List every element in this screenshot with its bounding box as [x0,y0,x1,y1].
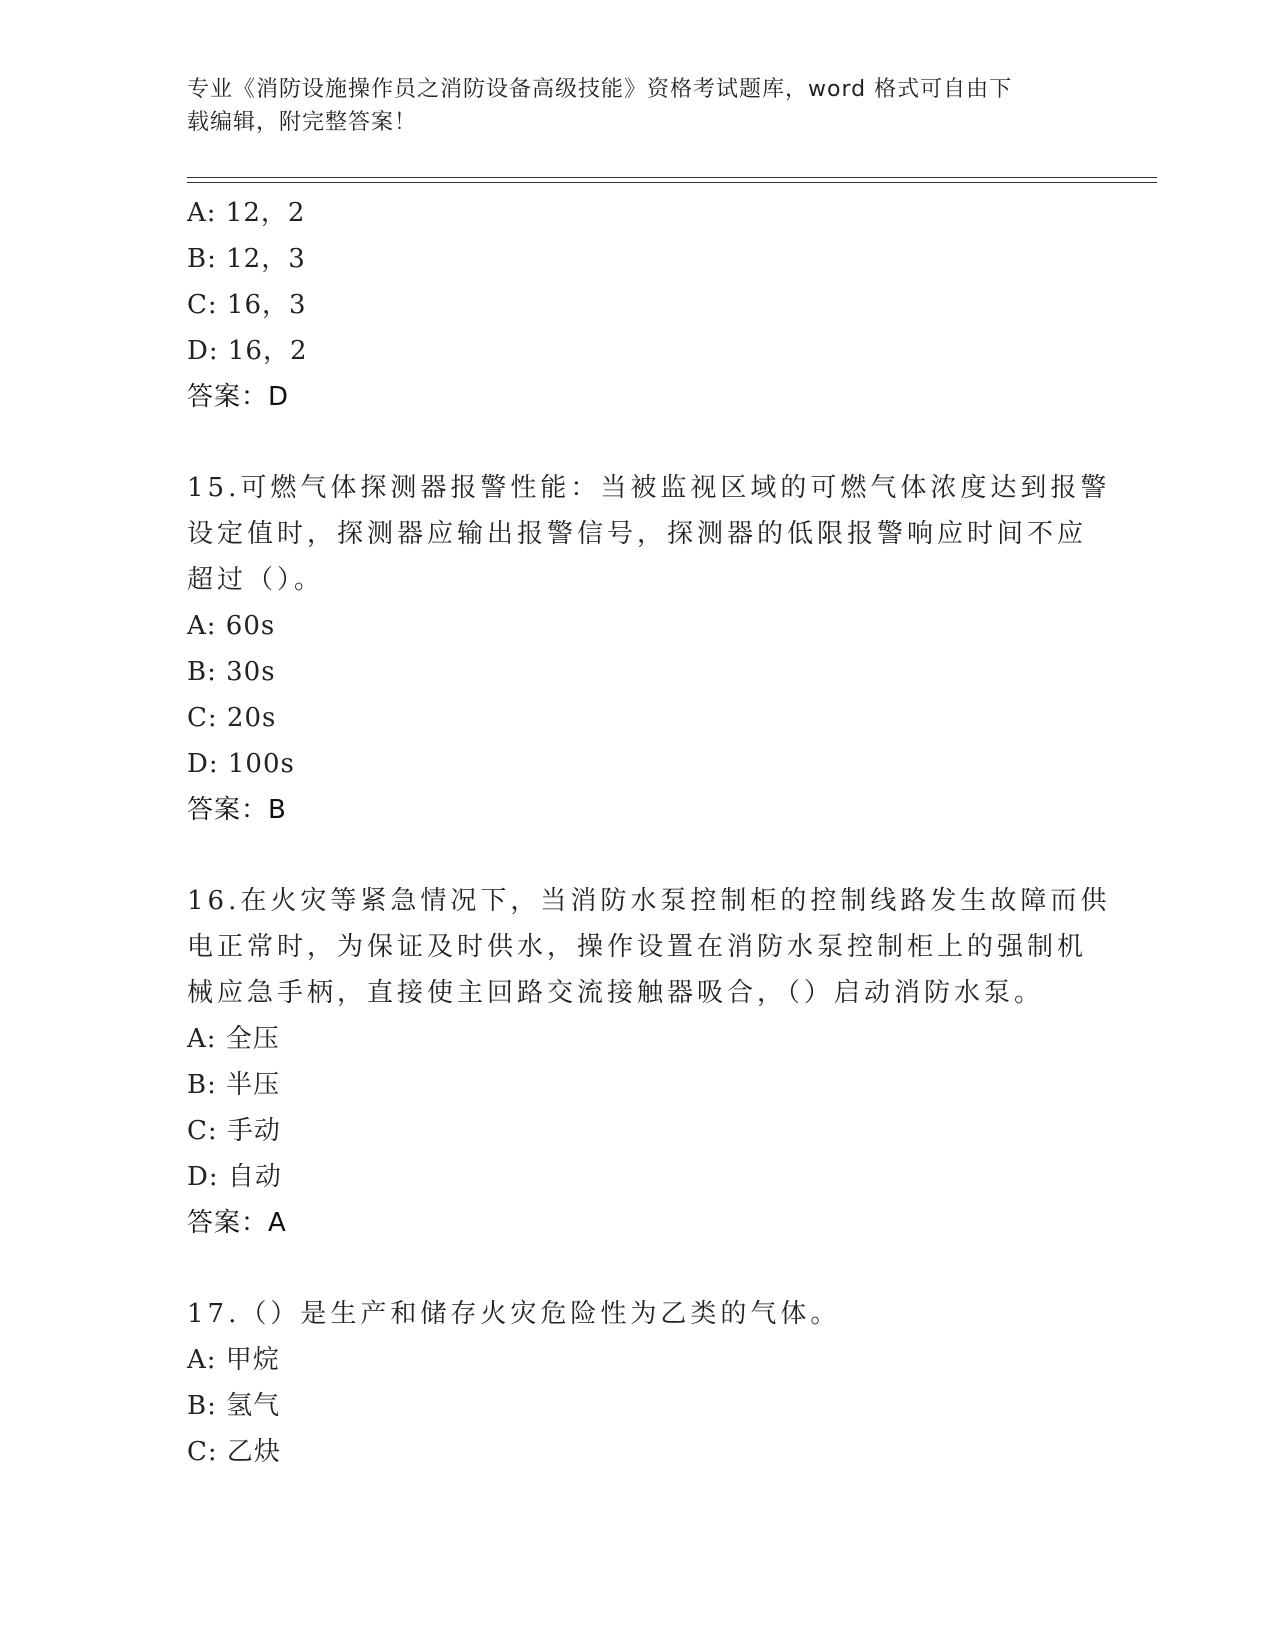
option-c: C: 20s [187,703,277,733]
option-a: A: 甲烷 [187,1345,280,1375]
option-b: B: 半压 [187,1070,281,1100]
option-b: B: 氢气 [187,1391,281,1421]
option-d: D: 16，2 [187,336,308,366]
question-text-line: 械应急手柄，直接使主回路交流接触器吸合，（）启动消防水泵。 [187,978,1045,1008]
question-text-line: 15.可燃气体探测器报警性能：当被监视区域的可燃气体浓度达到报警 [187,473,1111,503]
header-divider-top [187,177,1157,178]
question-text-line: 16.在火灾等紧急情况下，当消防水泵控制柜的控制线路发生故障而供 [187,886,1111,916]
question-text-line: 超过（）。 [187,565,325,595]
option-d: D: 自动 [187,1162,282,1192]
option-c: C: 手动 [187,1116,281,1146]
document-body [187,190,1111,1475]
document-header [187,73,1087,139]
answer-label: 答案：D [187,382,290,412]
option-a: A: 60s [187,611,276,641]
question-text-line: 17.（）是生产和储存火灾危险性为乙类的气体。 [187,1299,841,1329]
option-c: C: 乙炔 [187,1437,281,1467]
option-b: B: 30s [187,657,276,687]
option-d: D: 100s [187,749,295,779]
question-16 [187,878,1111,1246]
question-14 [187,190,1087,420]
question-text-line: 电正常时，为保证及时供水，操作设置在消防水泵控制柜上的强制机 [187,932,1088,962]
option-b: B: 12，3 [187,244,306,274]
question-15 [187,465,1111,833]
option-a: A: 全压 [187,1024,280,1054]
answer-label: 答案：A [187,1208,287,1238]
question-text-line: 设定值时，探测器应输出报警信号，探测器的低限报警响应时间不应 [187,519,1088,549]
option-c: C: 16，3 [187,290,307,320]
option-a: A: 12，2 [187,198,306,228]
answer-label: 答案：B [187,795,287,825]
header-line-1: 专业《消防设施操作员之消防设备高级技能》资格考试题库，word 格式可自由下 [187,77,1013,102]
header-line-2: 载编辑，附完整答案！ [187,110,418,135]
header-divider-bottom [187,182,1157,183]
question-17 [187,1291,1087,1475]
